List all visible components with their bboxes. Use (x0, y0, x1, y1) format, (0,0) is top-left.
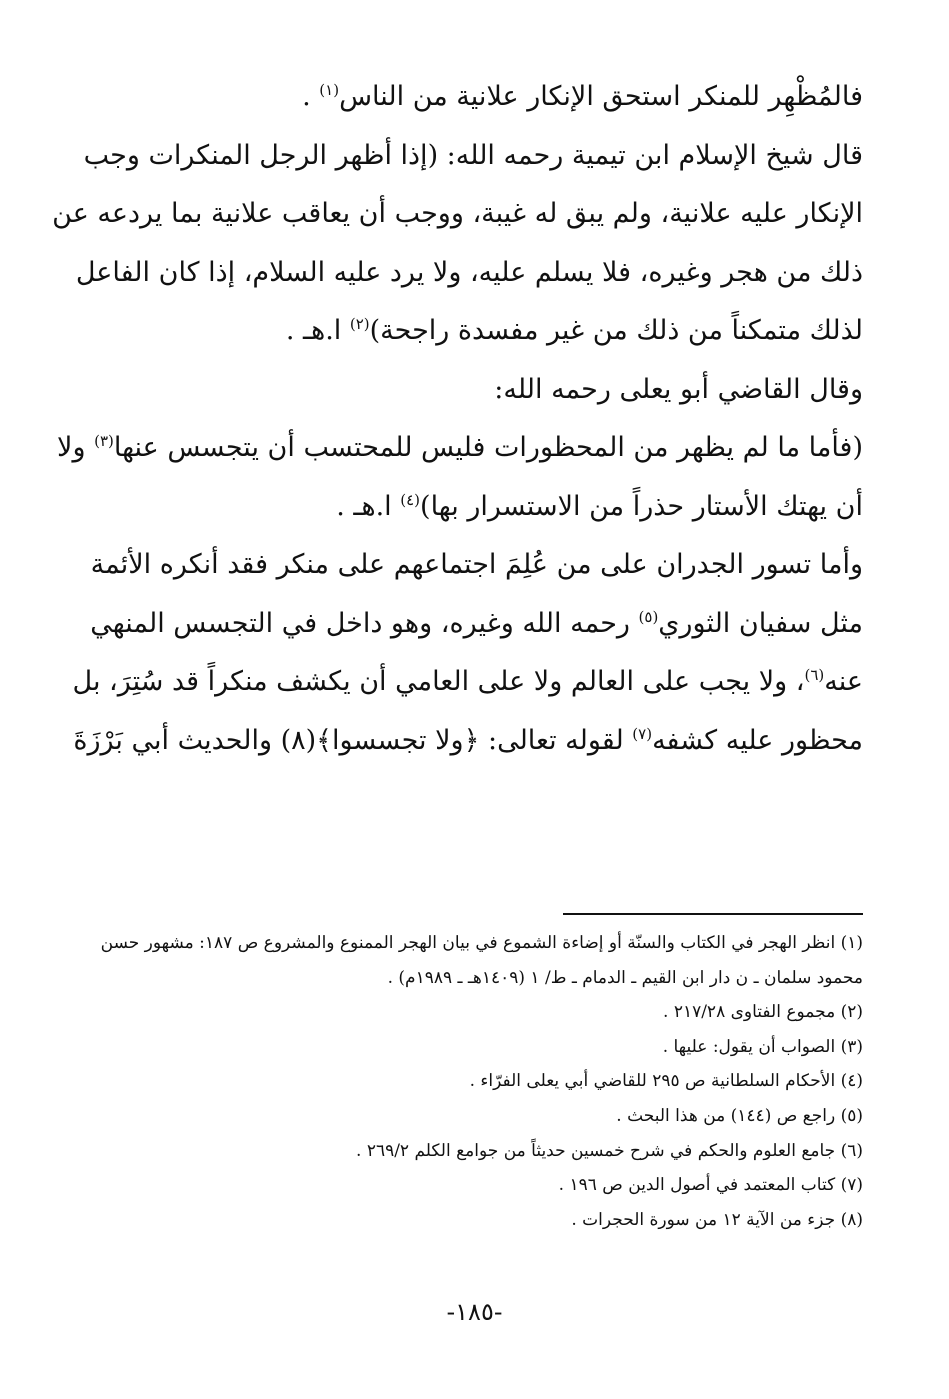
text-line: أن يهتك الأستار حذراً من الاستسرار بها)$^{(٤)}$ ا.هـ . (336, 490, 863, 522)
footnote-ref[interactable]: (٤) (400, 490, 421, 509)
text-line: محظور عليه كشفه$^{(٧)}$ لقوله تعالى: ﴿ولا تجسسوا﴾(٨) والحديث أبي بَرْزَةَ (73, 724, 863, 756)
text-line: ذلك من هجر وغيره، فلا يسلم عليه، ولا يرد عليه السلام، إذا كان الفاعل (75, 256, 863, 288)
text-line: لذلك متمكناً من ذلك من غير مفسدة راجحة)$^{(٢)}$ ا.هـ . (285, 315, 863, 346)
footnote-ref[interactable]: (١) (319, 81, 340, 99)
footnote-ref[interactable]: (٢) (349, 315, 370, 333)
text-line: فالمُظْهِر للمنكر استحق الإنكار علانية من الناس$^{(١)}$ . (302, 81, 863, 112)
footnote-line: (٥) راجع ص (١٤٤) من هذا البحث . (616, 1105, 863, 1126)
footnote-line: (٤) الأحكام السلطانية ص ٢٩٥ للقاضي أبي يعلى الفرّاء . (469, 1071, 863, 1092)
page-number: -١٨٥- (446, 1298, 503, 1326)
text-line: مثل سفيان الثوري$^{(٥)}$ رحمه الله وغيره، وهو داخل في التجسس المنهي (90, 607, 863, 639)
footnote-line: (٨) جزء من الآية ١٢ من سورة الحجرات . (571, 1209, 863, 1230)
footnote-line: (٧) كتاب المعتمد في أصول الدين ص ١٩٦ . (558, 1175, 863, 1196)
text-line: وقال القاضي أبو يعلى رحمه الله: (494, 373, 863, 405)
footnote-line: (٢) مجموع الفتاوى ٢١٧/٢٨ . (663, 1002, 863, 1023)
text-line: وأما تسور الجدران على من عُلِمَ اجتماعهم على منكر فقد أنكره الأئمة (90, 549, 863, 580)
text-line: عنه$^{(٦)}$، ولا يجب على العالم ولا على العامي أن يكشف منكراً قد سُتِرَ، بل (72, 666, 863, 697)
footnote-ref[interactable]: (٦) (804, 666, 825, 684)
footnote-ref[interactable]: (٧) (632, 724, 653, 743)
footnote-line: محمود سلمان ـ ن دار ابن القيم ـ الدمام ـ ط/ ١ (١٤٠٩هـ ـ ١٩٨٩م) . (387, 967, 863, 988)
footnote-ref[interactable]: (٣) (94, 432, 114, 450)
main-text (52, 68, 863, 770)
footnote-line: (١) انظر الهجر في الكتاب والسنّة أو إضاءة الشموع في بيان الهجر الممنوع والمشروع ص ١٨٧: مشهور حسن (100, 933, 863, 953)
footnotes (100, 926, 863, 1237)
footnote-line: (٦) جامع العلوم والحكم في شرح خمسين حديثاً من جوامع الكلم ٢٦٩/٢ . (356, 1140, 863, 1161)
text-line: قال شيخ الإسلام ابن تيمية رحمه الله: (إذا أظهر الرجل المنكرات وجب (83, 139, 863, 171)
text-line: الإنكار عليه علانية، ولم يبق له غيبة، ووجب أن يعاقب علانية بما يردعه عن (52, 198, 863, 229)
text-line: (فأما ما لم يظهر من المحظورات فليس للمحتسب أن يتجسس عنها$^{(٣)}$ ولا (57, 432, 863, 463)
footnote-ref[interactable]: (٥) (638, 607, 659, 626)
footnote-divider (563, 913, 863, 915)
footnote-line: (٣) الصواب أن يقول: عليها . (662, 1036, 863, 1057)
